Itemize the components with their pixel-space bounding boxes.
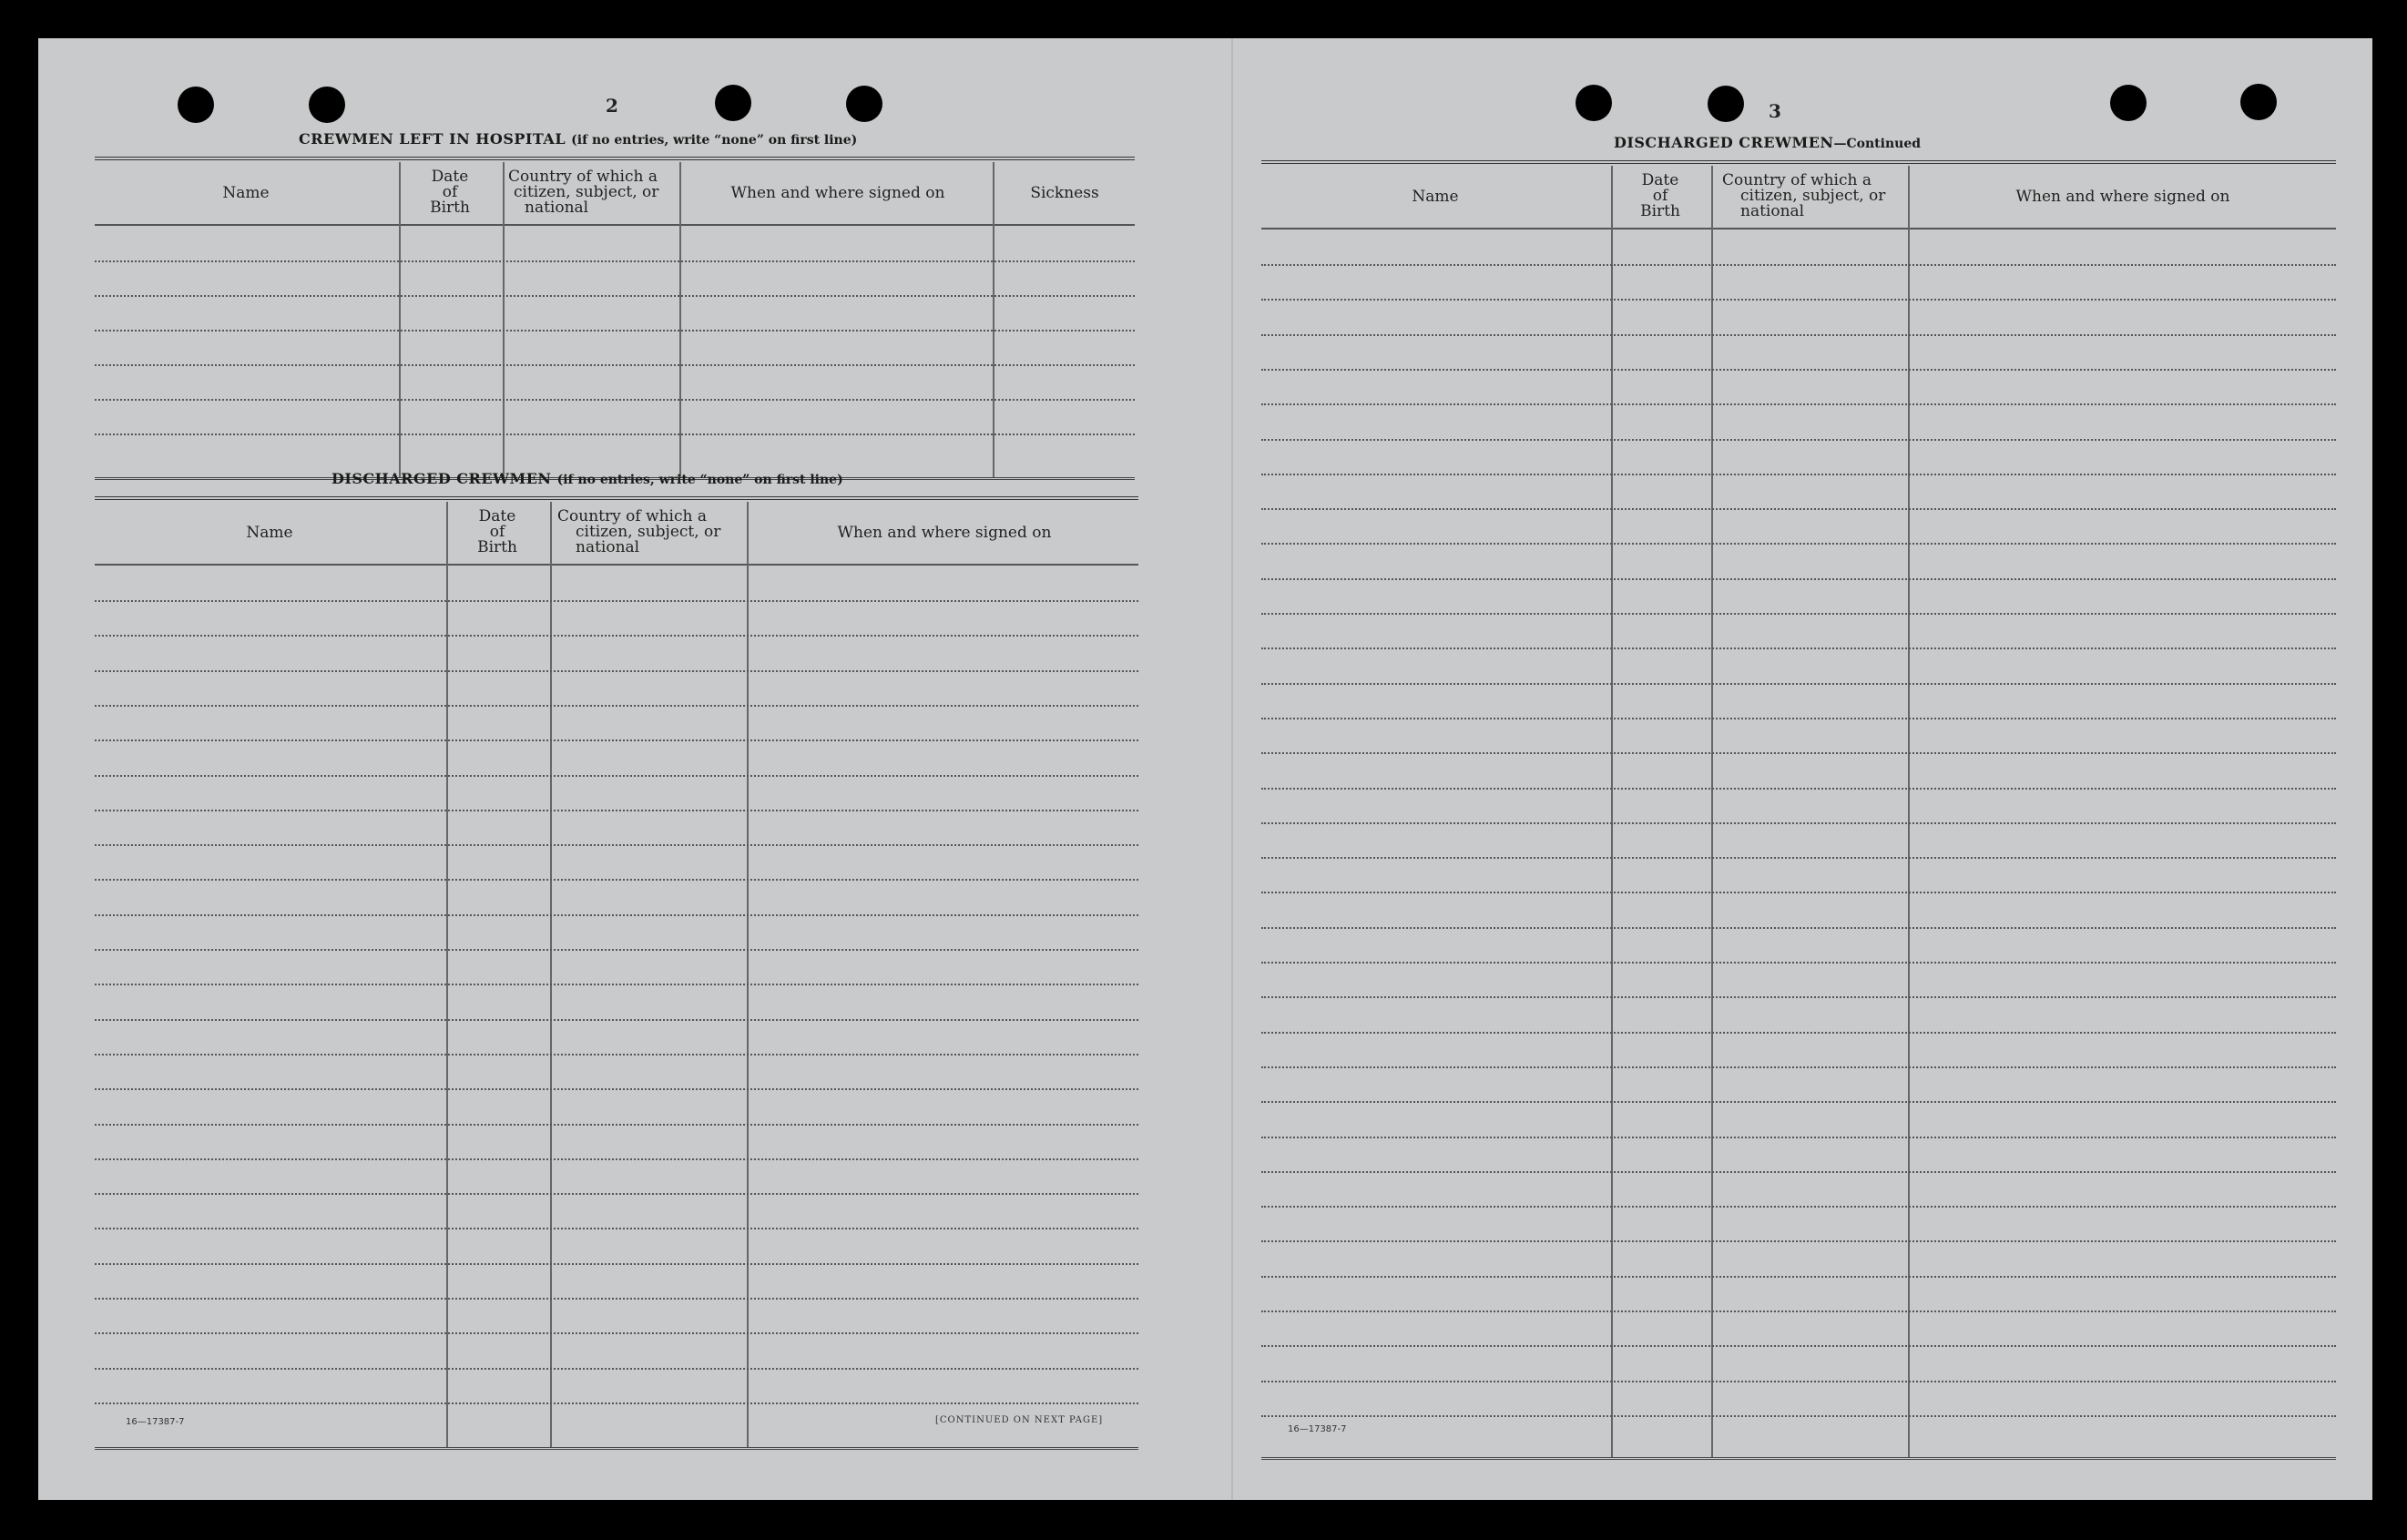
col-header-country <box>557 509 745 556</box>
country-line-2: citizen, subject, or <box>576 523 721 541</box>
entry-row-line[interactable] <box>95 1228 1138 1229</box>
continued-note: [CONTINUED ON NEXT PAGE] <box>935 1415 1104 1425</box>
punch-hole-icon <box>2240 84 2277 120</box>
dob-line-1: Date <box>478 507 516 525</box>
col-header-name: Name <box>1412 188 1459 206</box>
entry-row-line[interactable] <box>1261 543 2336 545</box>
col-header-signed-on: When and where signed on <box>2015 188 2230 206</box>
entry-row-line[interactable] <box>1261 439 2336 441</box>
discharged-title-text: DISCHARGED CREWMEN <box>331 470 552 487</box>
country-line-2: citizen, subject, or <box>1740 187 1886 205</box>
entry-row-line[interactable] <box>1261 1381 2336 1382</box>
country-line-1: Country of which a <box>557 507 707 525</box>
col-separator <box>550 502 552 1447</box>
table-header-row <box>95 502 1138 566</box>
entry-row-line[interactable] <box>95 1368 1138 1370</box>
table-top-rule <box>1261 160 2336 164</box>
col-separator <box>399 162 401 477</box>
entry-row-line[interactable] <box>1261 403 2336 405</box>
entry-row-line[interactable] <box>1261 1171 2336 1173</box>
entry-row-line[interactable] <box>1261 648 2336 649</box>
entry-row-line[interactable] <box>95 399 1135 401</box>
entry-row-line[interactable] <box>1261 334 2336 336</box>
punch-hole-icon <box>1576 85 1612 121</box>
hospital-title-note: (if no entries, write “none” on first line) <box>571 133 858 148</box>
entry-row-line[interactable] <box>1261 508 2336 510</box>
col-separator <box>993 162 994 477</box>
table-bottom-rule <box>1261 1457 2336 1460</box>
entry-row-line[interactable] <box>1261 996 2336 998</box>
entry-row-line[interactable] <box>95 810 1138 811</box>
entry-row-line[interactable] <box>1261 578 2336 580</box>
country-line-3: national <box>525 199 589 217</box>
page-fold <box>1231 38 1233 1500</box>
col-header-dob <box>401 169 499 216</box>
entry-row-line[interactable] <box>1261 962 2336 964</box>
entry-row-line[interactable] <box>95 1332 1138 1334</box>
entry-row-line[interactable] <box>1261 613 2336 615</box>
entry-row-line[interactable] <box>95 1124 1138 1126</box>
entry-row-line[interactable] <box>95 1402 1138 1404</box>
punch-hole-icon <box>715 85 751 121</box>
entry-row-line[interactable] <box>1261 892 2336 893</box>
discharged-section-title <box>331 470 843 487</box>
discharged-continued-title <box>1614 134 1921 151</box>
col-header-signed-on: When and where signed on <box>837 524 1052 542</box>
entry-row-line[interactable] <box>95 330 1135 331</box>
country-line-2: citizen, subject, or <box>514 183 659 201</box>
country-line-3: national <box>576 538 640 556</box>
entry-row-line[interactable] <box>95 775 1138 777</box>
entry-row-line[interactable] <box>95 984 1138 985</box>
dob-line-2: of <box>489 523 505 541</box>
col-header-country <box>508 169 681 216</box>
table-header-row <box>95 162 1135 226</box>
table-top-rule <box>95 496 1138 500</box>
table-bottom-rule <box>95 1447 1138 1450</box>
country-line-3: national <box>1740 202 1805 220</box>
punch-hole-icon <box>178 87 214 123</box>
col-separator <box>1711 166 1713 1457</box>
dob-line-3: Birth <box>430 199 470 217</box>
col-separator <box>446 502 448 1447</box>
col-separator <box>1611 166 1613 1457</box>
entry-row-line[interactable] <box>95 433 1135 435</box>
entry-row-line[interactable] <box>95 1019 1138 1021</box>
col-header-dob <box>448 509 546 556</box>
entry-row-line[interactable] <box>95 1193 1138 1195</box>
punch-hole-icon <box>1708 86 1744 122</box>
col-separator <box>747 502 749 1447</box>
entry-row-line[interactable] <box>1261 1276 2336 1278</box>
entry-row-line[interactable] <box>95 879 1138 881</box>
col-header-name: Name <box>246 524 293 542</box>
col-separator <box>679 162 681 477</box>
entry-row-line[interactable] <box>95 1054 1138 1056</box>
dob-line-2: of <box>442 183 458 201</box>
entry-row-line[interactable] <box>95 260 1135 262</box>
entry-row-line[interactable] <box>1261 1415 2336 1417</box>
entry-row-line[interactable] <box>95 949 1138 951</box>
col-header-name: Name <box>222 184 270 202</box>
hospital-table <box>95 157 1135 484</box>
page-number-left: 2 <box>606 95 618 117</box>
entry-row-line[interactable] <box>95 600 1138 602</box>
entry-row-line[interactable] <box>1261 474 2336 475</box>
punch-hole-icon <box>309 87 345 123</box>
entry-row-line[interactable] <box>1261 1101 2336 1103</box>
entry-row-line[interactable] <box>1261 927 2336 929</box>
entry-row-line[interactable] <box>1261 264 2336 266</box>
dob-line-3: Birth <box>1640 202 1680 220</box>
entry-row-line[interactable] <box>95 914 1138 916</box>
continued-title-suffix: —Continued <box>1833 137 1922 151</box>
punch-hole-icon <box>846 86 882 122</box>
page-number-right: 3 <box>1769 100 1781 122</box>
entry-row-line[interactable] <box>95 739 1138 741</box>
dob-line-2: of <box>1652 187 1668 205</box>
entry-row-line[interactable] <box>95 1088 1138 1090</box>
hospital-section-title <box>299 130 857 148</box>
entry-row-line[interactable] <box>95 670 1138 672</box>
country-line-1: Country of which a <box>1722 171 1872 189</box>
entry-row-line[interactable] <box>95 1298 1138 1300</box>
table-header-row <box>1261 166 2336 229</box>
entry-row-line[interactable] <box>1261 1240 2336 1242</box>
country-line-1: Country of which a <box>508 168 658 186</box>
entry-row-line[interactable] <box>95 635 1138 637</box>
col-separator <box>503 162 505 477</box>
entry-row-line[interactable] <box>1261 369 2336 371</box>
entry-row-line[interactable] <box>95 295 1135 297</box>
form-sheet <box>38 38 2372 1500</box>
col-header-country <box>1722 173 1910 219</box>
entry-row-line[interactable] <box>1261 788 2336 790</box>
col-header-signed-on: When and where signed on <box>730 184 945 202</box>
entry-row-line[interactable] <box>95 705 1138 707</box>
entry-row-line[interactable] <box>1261 1345 2336 1347</box>
entry-row-line[interactable] <box>1261 683 2336 685</box>
discharged-table-left <box>95 496 1138 1453</box>
entry-row-line[interactable] <box>95 1263 1138 1265</box>
dob-line-1: Date <box>431 168 469 186</box>
discharged-title-note: (if no entries, write “none” on first line) <box>556 473 843 487</box>
entry-row-line[interactable] <box>95 1158 1138 1160</box>
form-code-left: 16—17387-7 <box>126 1417 185 1427</box>
dob-line-3: Birth <box>477 538 517 556</box>
entry-row-line[interactable] <box>1261 718 2336 719</box>
entry-row-line[interactable] <box>1261 1311 2336 1312</box>
entry-row-line[interactable] <box>1261 299 2336 301</box>
hospital-title-text: CREWMEN LEFT IN HOSPITAL <box>299 130 566 148</box>
form-code-right: 16—17387-7 <box>1288 1424 1347 1434</box>
continued-title-text: DISCHARGED CREWMEN <box>1614 134 1834 151</box>
entry-row-line[interactable] <box>95 844 1138 846</box>
entry-row-line[interactable] <box>1261 1066 2336 1068</box>
entry-row-line[interactable] <box>1261 1137 2336 1138</box>
table-top-rule <box>95 157 1135 160</box>
entry-row-line[interactable] <box>95 364 1135 366</box>
entry-row-line[interactable] <box>1261 1206 2336 1208</box>
dob-line-1: Date <box>1641 171 1679 189</box>
entry-row-line[interactable] <box>1261 1032 2336 1034</box>
entry-row-line[interactable] <box>1261 752 2336 754</box>
punch-hole-icon <box>2110 85 2147 121</box>
col-separator <box>1908 166 1910 1457</box>
col-header-dob <box>1613 173 1708 219</box>
entry-row-line[interactable] <box>1261 857 2336 859</box>
discharged-table-right <box>1261 160 2336 1461</box>
entry-row-line[interactable] <box>1261 822 2336 824</box>
col-header-sickness: Sickness <box>1030 184 1099 202</box>
